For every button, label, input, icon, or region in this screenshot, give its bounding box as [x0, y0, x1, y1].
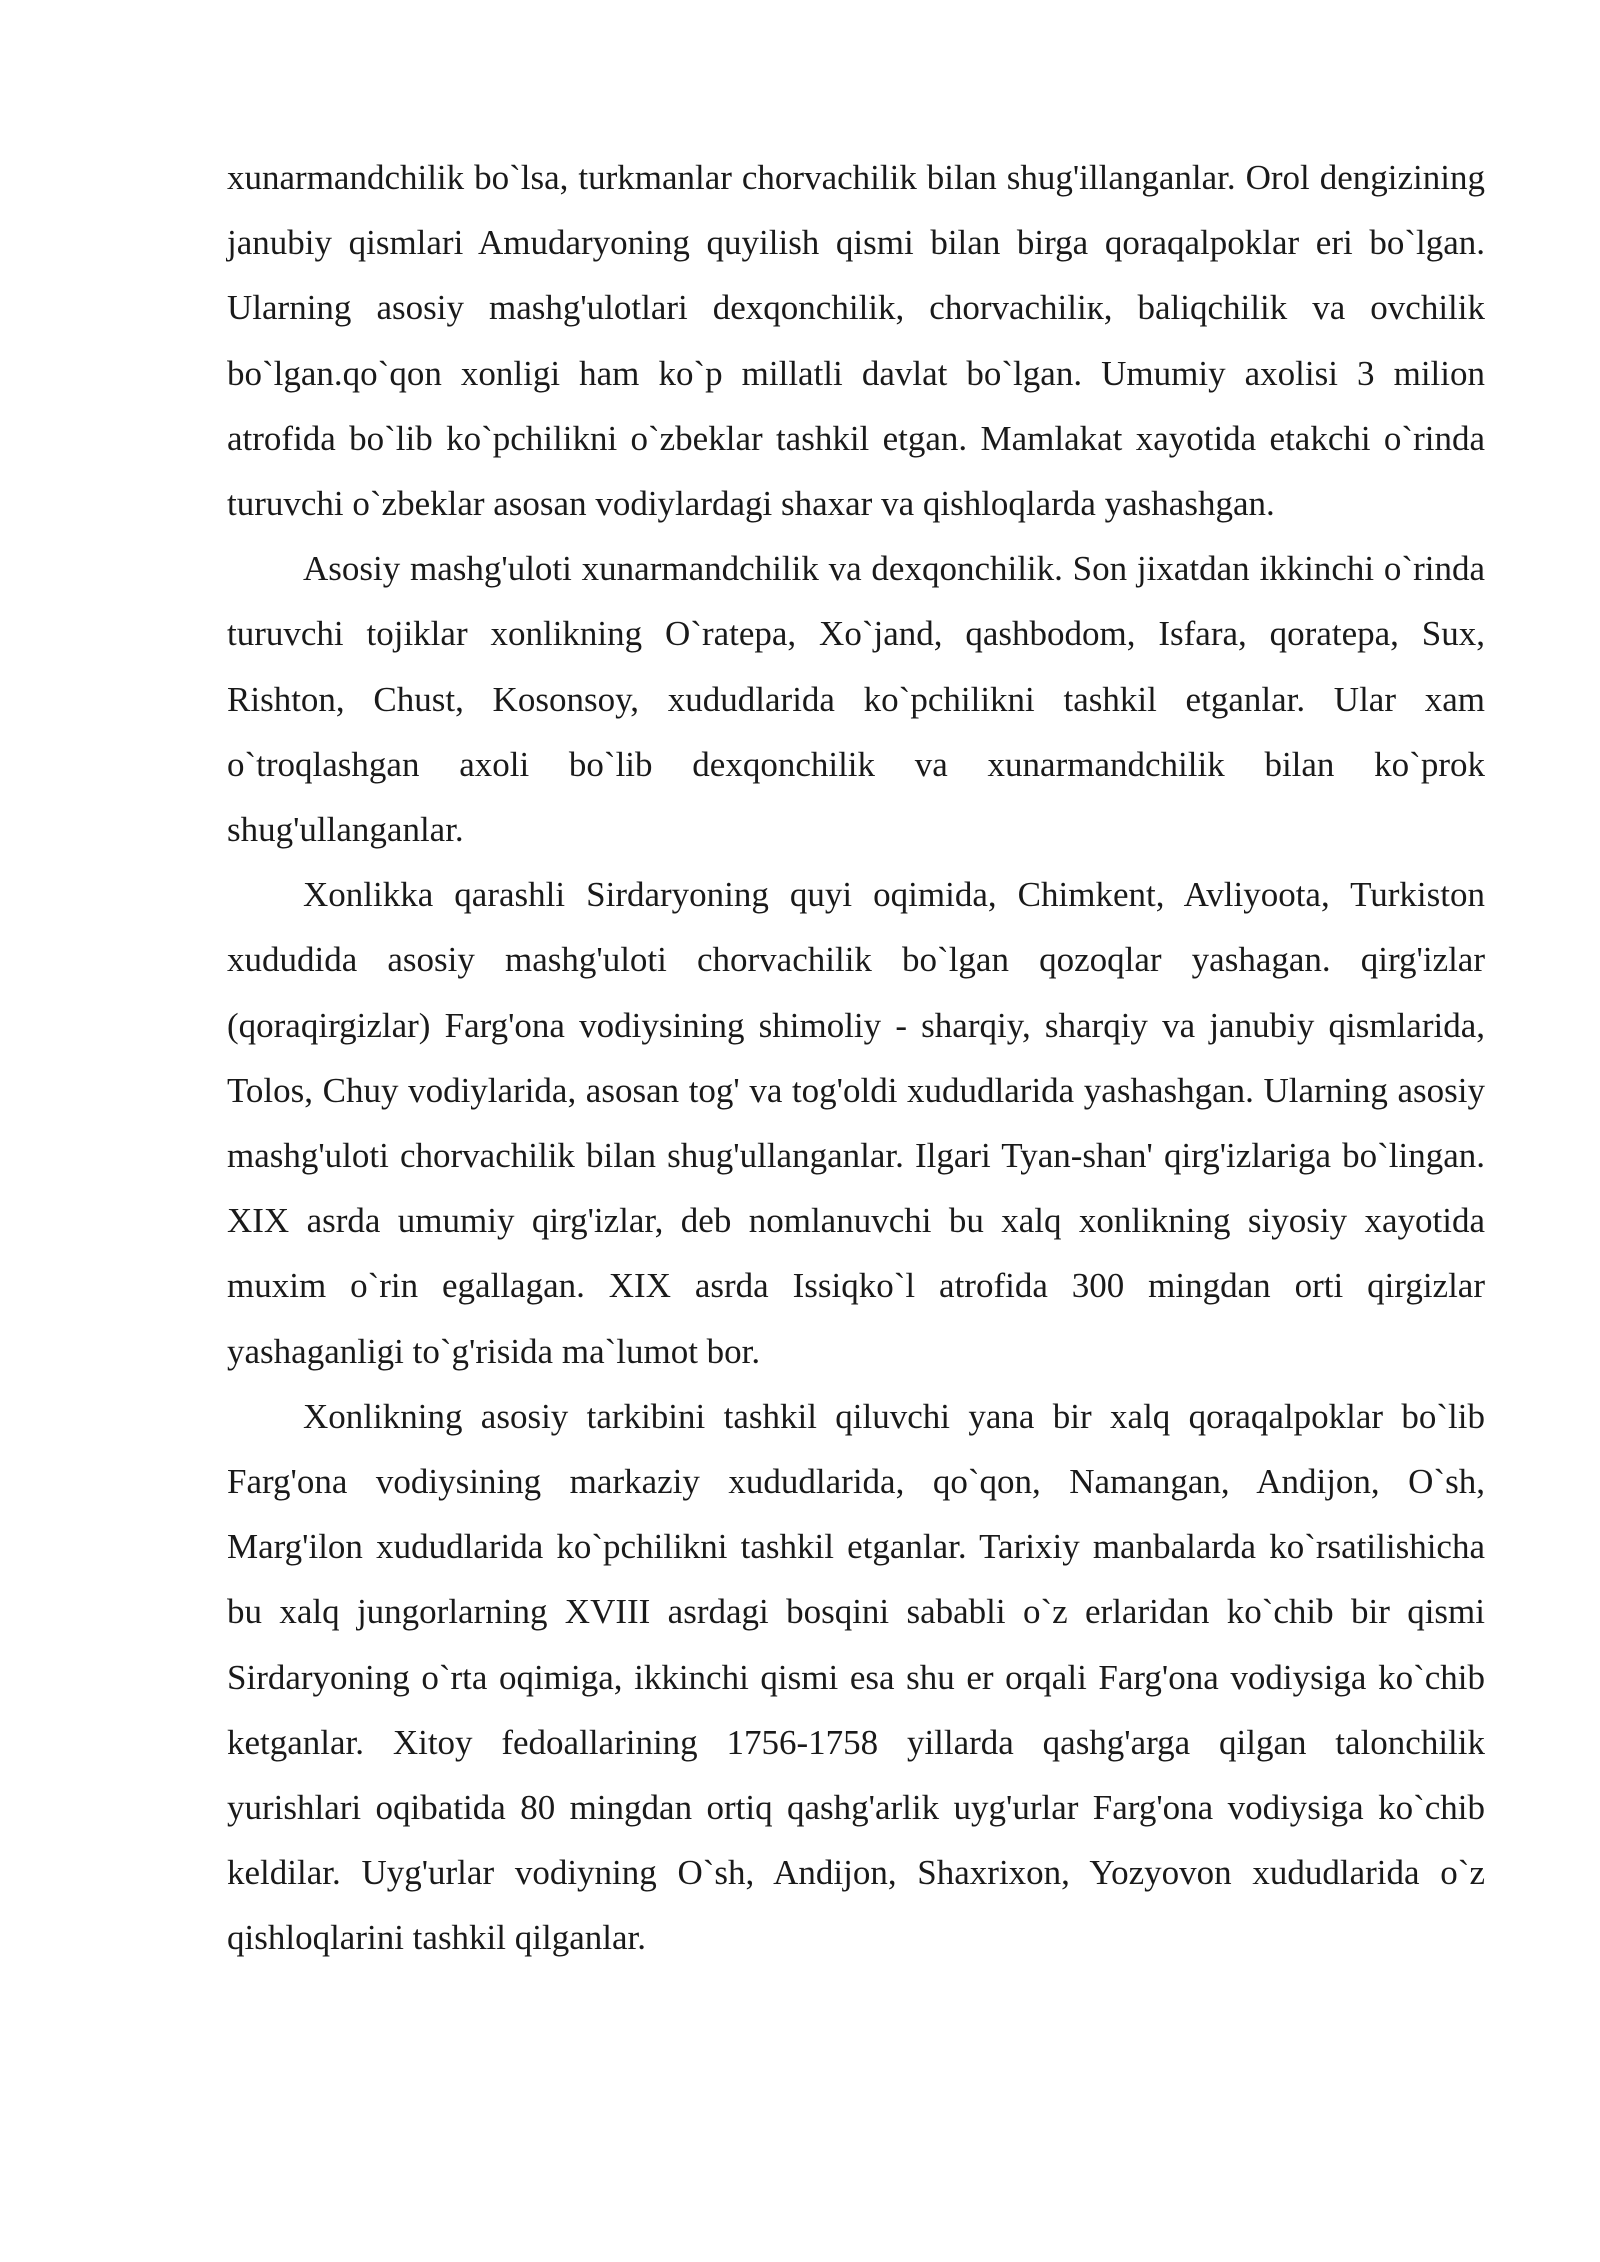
- paragraph-karakalpaks-uyghurs: Xonlikning asosiy tarkibini tashkil qiluvchi yana bir xalq qoraqalpoklar bo`lib Farg'ona vodiysining markaziy xududlarida, qo`qon, Namangan, Andijon, O`sh, Marg'ilon xududlarida ko`pchilikni tashkil etganlar. Tarixiy manbalarda ko`rsatilishicha bu xalq jungorlarning XVIII asrdagi bosqini sababli o`z erlaridan ko`chib bir qismi Sirdaryoning o`rta oqimiga, ikkinchi qismi esa shu er orqali Farg'ona vodiysiga ko`chib ketganlar. Xitoy fedoallarining 1756-1758 yillarda qashg'arga qilgan talonchilik yurishlari oqibatida 80 mingdan ortiq qashg'arlik uyg'urlar Farg'ona vodiysiga ko`chib keldilar. Uyg'urlar vodiyning O`sh, Andijon, Shaxrixon, Yozyovon xududlarida o`z qishloqlarini tashkil qilganlar.: [227, 1396, 1485, 1958]
- paragraph-tajiks: Asosiy mashg'uloti xunarmandchilik va dexqonchilik. Son jixatdan ikkinchi o`rinda turuvchi tojiklar xonlikning O`ratepa, Xo`jand, qashbodom, Isfara, qoratepa, Sux, Rishton, Chust, Kosonsoy, xududlarida ko`pchilikni tashkil etganlar. Ular xam o`troqlashgan axoli bo`lib dexqonchilik va xunarmandchilik bilan ko`prok shug'ullanganlar.: [227, 549, 1485, 850]
- paragraph-continuation: xunarmandchilik bo`lsa, turkmanlar chorvachilik bilan shug'illanganlar. Orol dengizining janubiy qismlari Amudaryoning quyilish qismi bilan birga qoraqalpoklar eri bo`lgan. Ularning asosiy mashg'ulotlari dexqonchilik, chorvachiliк, baliqchilik va ovchilik bo`lgan.qo`qon xonligi ham ko`p millatli davlat bo`lgan. Umumiy axolisi 3 milion atrofida bo`lib ko`pchilikni o`zbeklar tashkil etgan. Mamlakat xayotida etakchi o`rinda turuvchi o`zbeklar asosan vodiylardagi shaxar va qishloqlarda yashashgan.: [227, 158, 1485, 524]
- document-body: [227, 145, 1485, 1971]
- paragraph-kazakhs-kyrgyz: Xonlikka qarashli Sirdaryoning quyi oqimida, Chimkent, Avliyoota, Turkiston xududida asosiy mashg'uloti chorvachilik bo`lgan qozoqlar yashagan. qirg'izlar (qoraqirgizlar) Farg'ona vodiysining shimoliy - sharqiy, sharqiy va janubiy qismlarida, Tolos, Chuy vodiylarida, asosan tog' va tog'oldi xududlarida yashashgan. Ularning asosiy mashg'uloti chorvachilik bilan shug'ullanganlar. Ilgari Tyan-shan' qirg'izlariga bo`lingan. XIX asrda umumiy qirg'izlar, deb nomlanuvchi bu xalq xonlikning siyosiy xayotida muxim o`rin egallagan. XIX asrda Issiqko`l atrofida 300 mingdan orti qirgizlar yashaganligi to`g'risida ma`lumot bor.: [227, 875, 1485, 1371]
